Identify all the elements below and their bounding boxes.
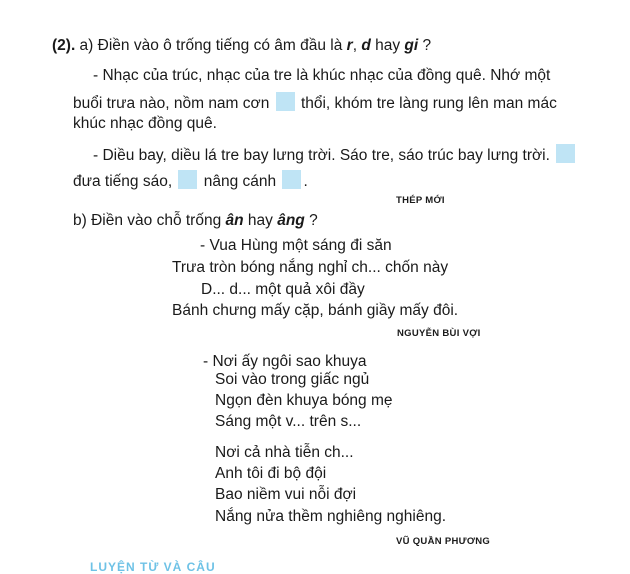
blank-box-4[interactable] xyxy=(282,170,301,189)
paragraph-1-line-1: - Nhạc của trúc, nhạc của tre là khúc nhạc của đồng quê. Nhớ một xyxy=(93,67,551,84)
exercise-number: (2). xyxy=(52,37,76,54)
paragraph-1-line-2: buổi trưa nào, nồm nam cơn thổi, khóm tre làng rung lên man mác xyxy=(73,92,557,114)
paragraph-1-line-3: khúc nhạc đồng quê. xyxy=(73,115,217,132)
blank-box-2[interactable] xyxy=(556,144,575,163)
poem-2-line-3: Ngọn đèn khuya bóng mẹ xyxy=(215,392,393,409)
paragraph-2-line-2: đưa tiếng sáo, nâng cánh . xyxy=(73,170,308,192)
poem-1-line-2: Trưa tròn bóng nắng nghỉ ch... chốn này xyxy=(172,259,449,276)
poem-3-line-3: Bao niềm vui nỗi đợi xyxy=(215,486,357,503)
poem-1-line-3: D... d... một quả xôi đầy xyxy=(201,281,365,298)
exercise-b-heading: b) Điền vào chỗ trống ân hay âng ? xyxy=(73,212,318,229)
next-section-heading-cut: LUYỆN TỪ VÀ CÂU xyxy=(90,560,216,574)
poem-3-line-2: Anh tôi đi bộ đội xyxy=(215,465,327,482)
paragraph-2-line-1: - Diều bay, diều lá tre bay lưng trời. Sáo tre, sáo trúc bay lưng trời. xyxy=(93,144,577,166)
poem-3-line-1: Nơi cả nhà tiễn ch... xyxy=(215,444,354,461)
poem-2-line-2: Soi vào trong giấc ngủ xyxy=(215,371,370,388)
author-vu-quan-phuong: VŨ QUẦN PHƯƠNG xyxy=(396,536,491,547)
poem-2-line-4: Sáng một v... trên s... xyxy=(215,413,362,430)
blank-box-3[interactable] xyxy=(178,170,197,189)
poem-1-line-4: Bánh chưng mấy cặp, bánh giầy mấy đôi. xyxy=(172,302,459,319)
author-nguyen-bui-voi: NGUYỄN BÙI VỢI xyxy=(397,328,481,339)
poem-3-line-4: Nắng nửa thềm nghiêng nghiêng. xyxy=(215,508,446,525)
blank-box-1[interactable] xyxy=(276,92,295,111)
author-thep-moi: THÉP MỚI xyxy=(396,195,445,206)
exercise-a-heading: (2). a) Điền vào ô trống tiếng có âm đầu là r, d hay gi ? xyxy=(52,37,432,54)
poem-1-line-1: - Vua Hùng một sáng đi săn xyxy=(200,237,392,254)
poem-2-line-1: - Nơi ấy ngôi sao khuya xyxy=(203,353,367,370)
